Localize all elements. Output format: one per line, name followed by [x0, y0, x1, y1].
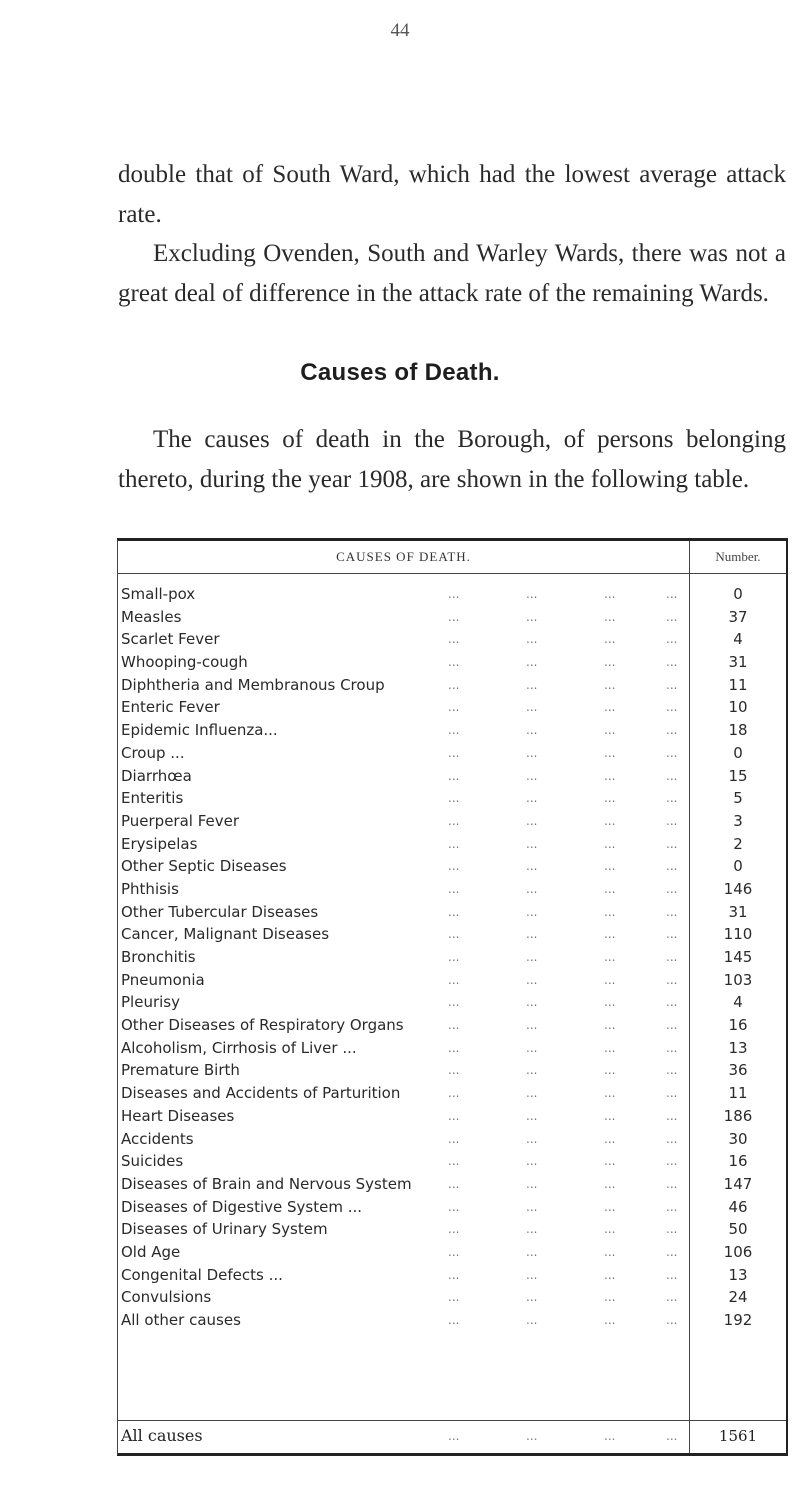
header-cause: CAUSES OF DEATH. — [336, 549, 471, 564]
row-cause: Pleurisy — [121, 993, 180, 1012]
row-number: 24 — [728, 1288, 748, 1307]
table-row: Diseases and Accidents of Parturition ... ... ... ... 11 — [118, 1082, 786, 1105]
row-cause: Bronchitis — [121, 948, 196, 966]
row-cause: Puerperal Fever — [121, 811, 240, 830]
row-number: 13 — [728, 1265, 748, 1284]
table-row: Accidents ... ... ... ... 30 — [118, 1128, 786, 1151]
table-row: Puerperal Fever ... ... ... ... 3 — [118, 810, 786, 833]
paragraph-causes-intro: The causes of death in the Borough, of persons belonging thereto, during the year 1908, are shown in the following table. — [118, 426, 786, 493]
row-number: 146 — [723, 879, 753, 898]
row-number: 16 — [728, 1016, 748, 1035]
row-cause: Measles — [121, 607, 182, 626]
row-number: 3 — [733, 811, 743, 830]
table-row: Suicides ... ... ... ... 16 — [118, 1150, 786, 1173]
row-number: 5 — [733, 789, 743, 808]
table-row: Small-pox ... ... ... ... 0 — [118, 583, 786, 606]
table-row: Other Septic Diseases ... ... ... ... 0 — [118, 855, 786, 878]
row-number: 16 — [728, 1152, 748, 1171]
row-number: 18 — [728, 721, 748, 740]
table-row: Cancer, Malignant Diseases ... ... ... ... 110 — [118, 923, 786, 946]
row-number: 145 — [723, 948, 753, 966]
causes-of-death-table — [117, 538, 788, 1456]
row-number: 186 — [723, 1106, 753, 1125]
row-number: 30 — [728, 1129, 748, 1148]
row-cause: Phthisis — [121, 879, 179, 898]
table-row: Diseases of Brain and Nervous System ... ... ... ... 147 — [118, 1173, 786, 1196]
table-row: Epidemic Influenza... ... ... ... ... 18 — [118, 719, 786, 742]
row-number: 50 — [728, 1220, 748, 1239]
row-number: 147 — [723, 1174, 753, 1193]
row-cause: Enteritis — [121, 789, 184, 808]
row-cause: Alcoholism, Cirrhosis of Liver ... — [121, 1038, 357, 1057]
row-cause: All other causes — [121, 1311, 241, 1329]
row-number: 2 — [733, 834, 743, 853]
row-number: 11 — [728, 675, 748, 694]
row-cause: Old Age — [121, 1242, 181, 1261]
table-row: All other causes ... ... ... ... 192 — [118, 1309, 786, 1332]
row-cause: Diarrhœa — [121, 766, 192, 785]
table-body — [118, 583, 786, 1332]
row-cause: Diphtheria and Membranous Croup — [121, 675, 385, 694]
table-row: Whooping-cough ... ... ... ... 31 — [118, 651, 786, 674]
row-cause: Enteric Fever — [121, 698, 220, 717]
row-number: 10 — [728, 698, 748, 717]
row-cause: Premature Birth — [121, 1061, 240, 1080]
row-cause: Cancer, Malignant Diseases — [121, 925, 330, 944]
row-number: 46 — [728, 1197, 748, 1216]
total-number: 1561 — [718, 1427, 758, 1445]
row-cause: Diseases of Urinary System — [121, 1220, 328, 1239]
table-row: Scarlet Fever ... ... ... ... 4 — [118, 628, 786, 651]
table-row: Other Tubercular Diseases ... ... ... ... 31 — [118, 901, 786, 924]
row-number: 13 — [728, 1038, 748, 1057]
row-number: 37 — [728, 607, 748, 626]
table-row: Other Diseases of Respiratory Organs ... ... ... ... 16 — [118, 1014, 786, 1037]
table-row: Enteric Fever ... ... ... ... 10 — [118, 696, 786, 719]
table-row: Pleurisy ... ... ... ... 4 — [118, 991, 786, 1014]
row-cause: Small-pox — [121, 585, 196, 603]
row-cause: Whooping-cough — [121, 653, 248, 672]
total-cause: All causes — [121, 1426, 203, 1445]
row-cause: Other Septic Diseases — [121, 857, 287, 876]
row-cause: Heart Diseases — [121, 1106, 235, 1125]
table-header — [118, 541, 786, 574]
table-row: Phthisis ... ... ... ... 146 — [118, 878, 786, 901]
row-number: 103 — [723, 970, 753, 989]
table-row: Croup ... ... ... ... ... 0 — [118, 742, 786, 765]
row-cause: Suicides — [121, 1152, 184, 1171]
row-number: 31 — [728, 902, 748, 921]
table-row: Old Age ... ... ... ... 106 — [118, 1241, 786, 1264]
row-cause: Other Diseases of Respiratory Organs — [121, 1016, 404, 1035]
table-row: Bronchitis ... ... ... ... 145 — [118, 946, 786, 969]
paragraph-continuation: double that of South Ward, which had the lowest average attack rate. — [118, 161, 786, 228]
page-number: 44 — [390, 20, 410, 41]
table-row: Erysipelas ... ... ... ... 2 — [118, 833, 786, 856]
row-number: 0 — [733, 857, 743, 876]
section-heading: Causes of Death. — [300, 359, 500, 386]
row-cause: Diseases of Digestive System ... — [121, 1197, 363, 1216]
row-number: 192 — [723, 1311, 753, 1329]
row-cause: Epidemic Influenza... — [121, 721, 278, 740]
row-number: 4 — [733, 630, 743, 649]
row-cause: Other Tubercular Diseases — [121, 902, 319, 921]
table-row: Congenital Defects ... ... ... ... ... 13 — [118, 1264, 786, 1287]
table-row: Enteritis ... ... ... ... 5 — [118, 787, 786, 810]
table-row: Diarrhœa ... ... ... ... 15 — [118, 765, 786, 788]
row-number: 0 — [733, 743, 743, 762]
row-number: 110 — [723, 925, 753, 944]
table-row: Diseases of Urinary System ... ... ... ... 50 — [118, 1218, 786, 1241]
row-number: 0 — [733, 585, 743, 603]
row-cause: Convulsions — [121, 1288, 212, 1307]
row-number: 15 — [728, 766, 748, 785]
row-number: 31 — [728, 653, 748, 672]
table-row: Heart Diseases ... ... ... ... 186 — [118, 1105, 786, 1128]
row-cause: Scarlet Fever — [121, 630, 220, 649]
row-cause: Pneumonia — [121, 970, 205, 989]
row-number: 106 — [723, 1242, 753, 1261]
header-number: Number. — [715, 549, 761, 564]
table-total-row: All causes ... ... ... ... 1561 — [118, 1420, 786, 1453]
table-row: Alcoholism, Cirrhosis of Liver ... ... ... ... ... 13 — [118, 1037, 786, 1060]
row-cause: Erysipelas — [121, 834, 198, 853]
row-number: 4 — [733, 993, 743, 1012]
table-row: Convulsions ... ... ... ... 24 — [118, 1286, 786, 1309]
table-row: Measles ... ... ... ... 37 — [118, 606, 786, 629]
table-row: Premature Birth ... ... ... ... 36 — [118, 1059, 786, 1082]
row-cause: Diseases and Accidents of Parturition — [121, 1084, 401, 1103]
table-row: Diphtheria and Membranous Croup ... ... ... ... 11 — [118, 674, 786, 697]
paragraph-excluding-wards: Excluding Ovenden, South and Warley Wards, there was not a great deal of difference in the attack rate of the remaining Wards. — [118, 240, 786, 307]
table-row: Pneumonia ... ... ... ... 103 — [118, 969, 786, 992]
row-number: 11 — [728, 1084, 748, 1103]
row-cause: Congenital Defects ... — [121, 1265, 283, 1284]
table-row: Diseases of Digestive System ... ... ... ... ... 46 — [118, 1196, 786, 1219]
row-cause: Diseases of Brain and Nervous System — [121, 1174, 412, 1193]
row-number: 36 — [728, 1061, 748, 1080]
row-cause: Accidents — [121, 1129, 194, 1148]
row-cause: Croup ... — [121, 743, 185, 762]
